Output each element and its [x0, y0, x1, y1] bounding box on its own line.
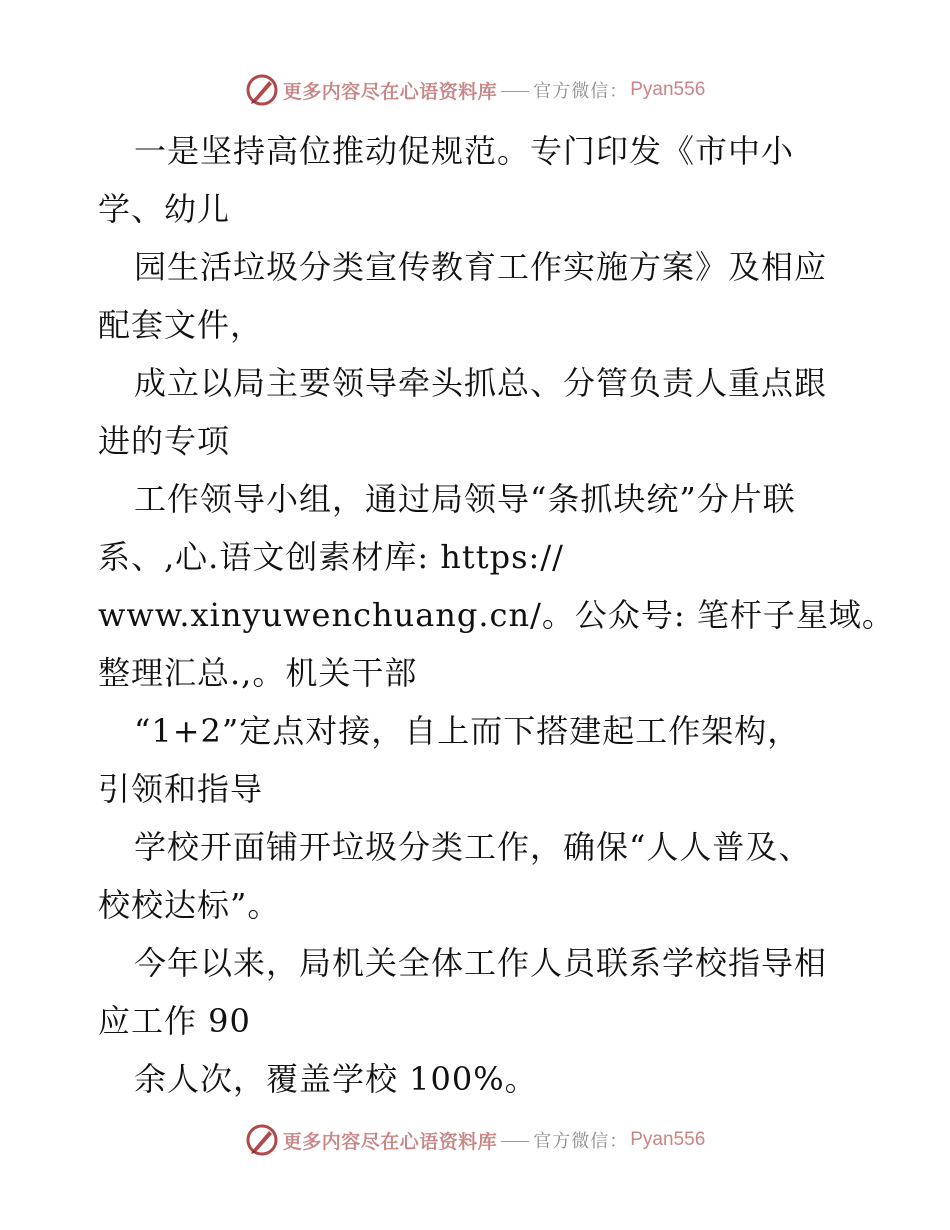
banner-wechat-label: 官方微信：: [533, 1131, 629, 1152]
paragraph-line: 配套文件，: [98, 306, 264, 344]
banner-wechat-id: Pyan556: [630, 1129, 706, 1150]
paragraph-line: 整理汇总.,。机关干部: [98, 654, 418, 692]
banner-title: 更多内容尽在心语资料库: [282, 80, 498, 103]
paragraph-line: 引领和指导: [98, 770, 264, 808]
paragraph-line: 校校达标”。: [98, 886, 281, 924]
paragraph-line: 园生活垃圾分类宣传教育工作实施方案》及相应: [134, 248, 828, 286]
banner-divider: [501, 91, 529, 92]
banner-wechat-label: 官方微信：: [533, 81, 629, 102]
banner-divider: [501, 1141, 529, 1142]
paragraph-line: 一是坚持高位推动促规范。专门印发《市中小: [134, 132, 795, 170]
paragraph-line: 余人次，覆盖学校 100%。: [134, 1060, 538, 1098]
paragraph-line: www.xinyuwenchuang.cn/。公众号: 笔杆子星域。: [98, 596, 895, 634]
paragraph-line: “1+2”定点对接，自上而下搭建起工作架构，: [134, 712, 801, 750]
footer-banner: [0, 1120, 950, 1160]
paragraph-line: 进的专项: [98, 422, 231, 460]
quill-pen-logo-icon: [245, 73, 279, 107]
banner-wechat-id: Pyan556: [630, 79, 706, 100]
paragraph-line: 成立以局主要领导牵头抓总、分管负责人重点跟: [134, 364, 828, 402]
paragraph-line: 学校开面铺开垃圾分类工作，确保“人人普及、: [134, 828, 812, 866]
paragraph-line: 工作领导小组，通过局领导“条抓块统”分片联: [134, 480, 796, 518]
quill-pen-logo-icon: [245, 1123, 279, 1157]
header-banner: [0, 70, 950, 110]
paragraph-line: 应工作 90: [98, 1002, 251, 1040]
document-body: [98, 122, 895, 1108]
banner-title: 更多内容尽在心语资料库: [282, 1130, 498, 1153]
paragraph-line: 今年以来，局机关全体工作人员联系学校指导相: [134, 944, 828, 982]
paragraph-line: 系、,心.语文创素材库: https://: [98, 538, 564, 576]
paragraph-line: 学、幼儿: [98, 190, 231, 228]
